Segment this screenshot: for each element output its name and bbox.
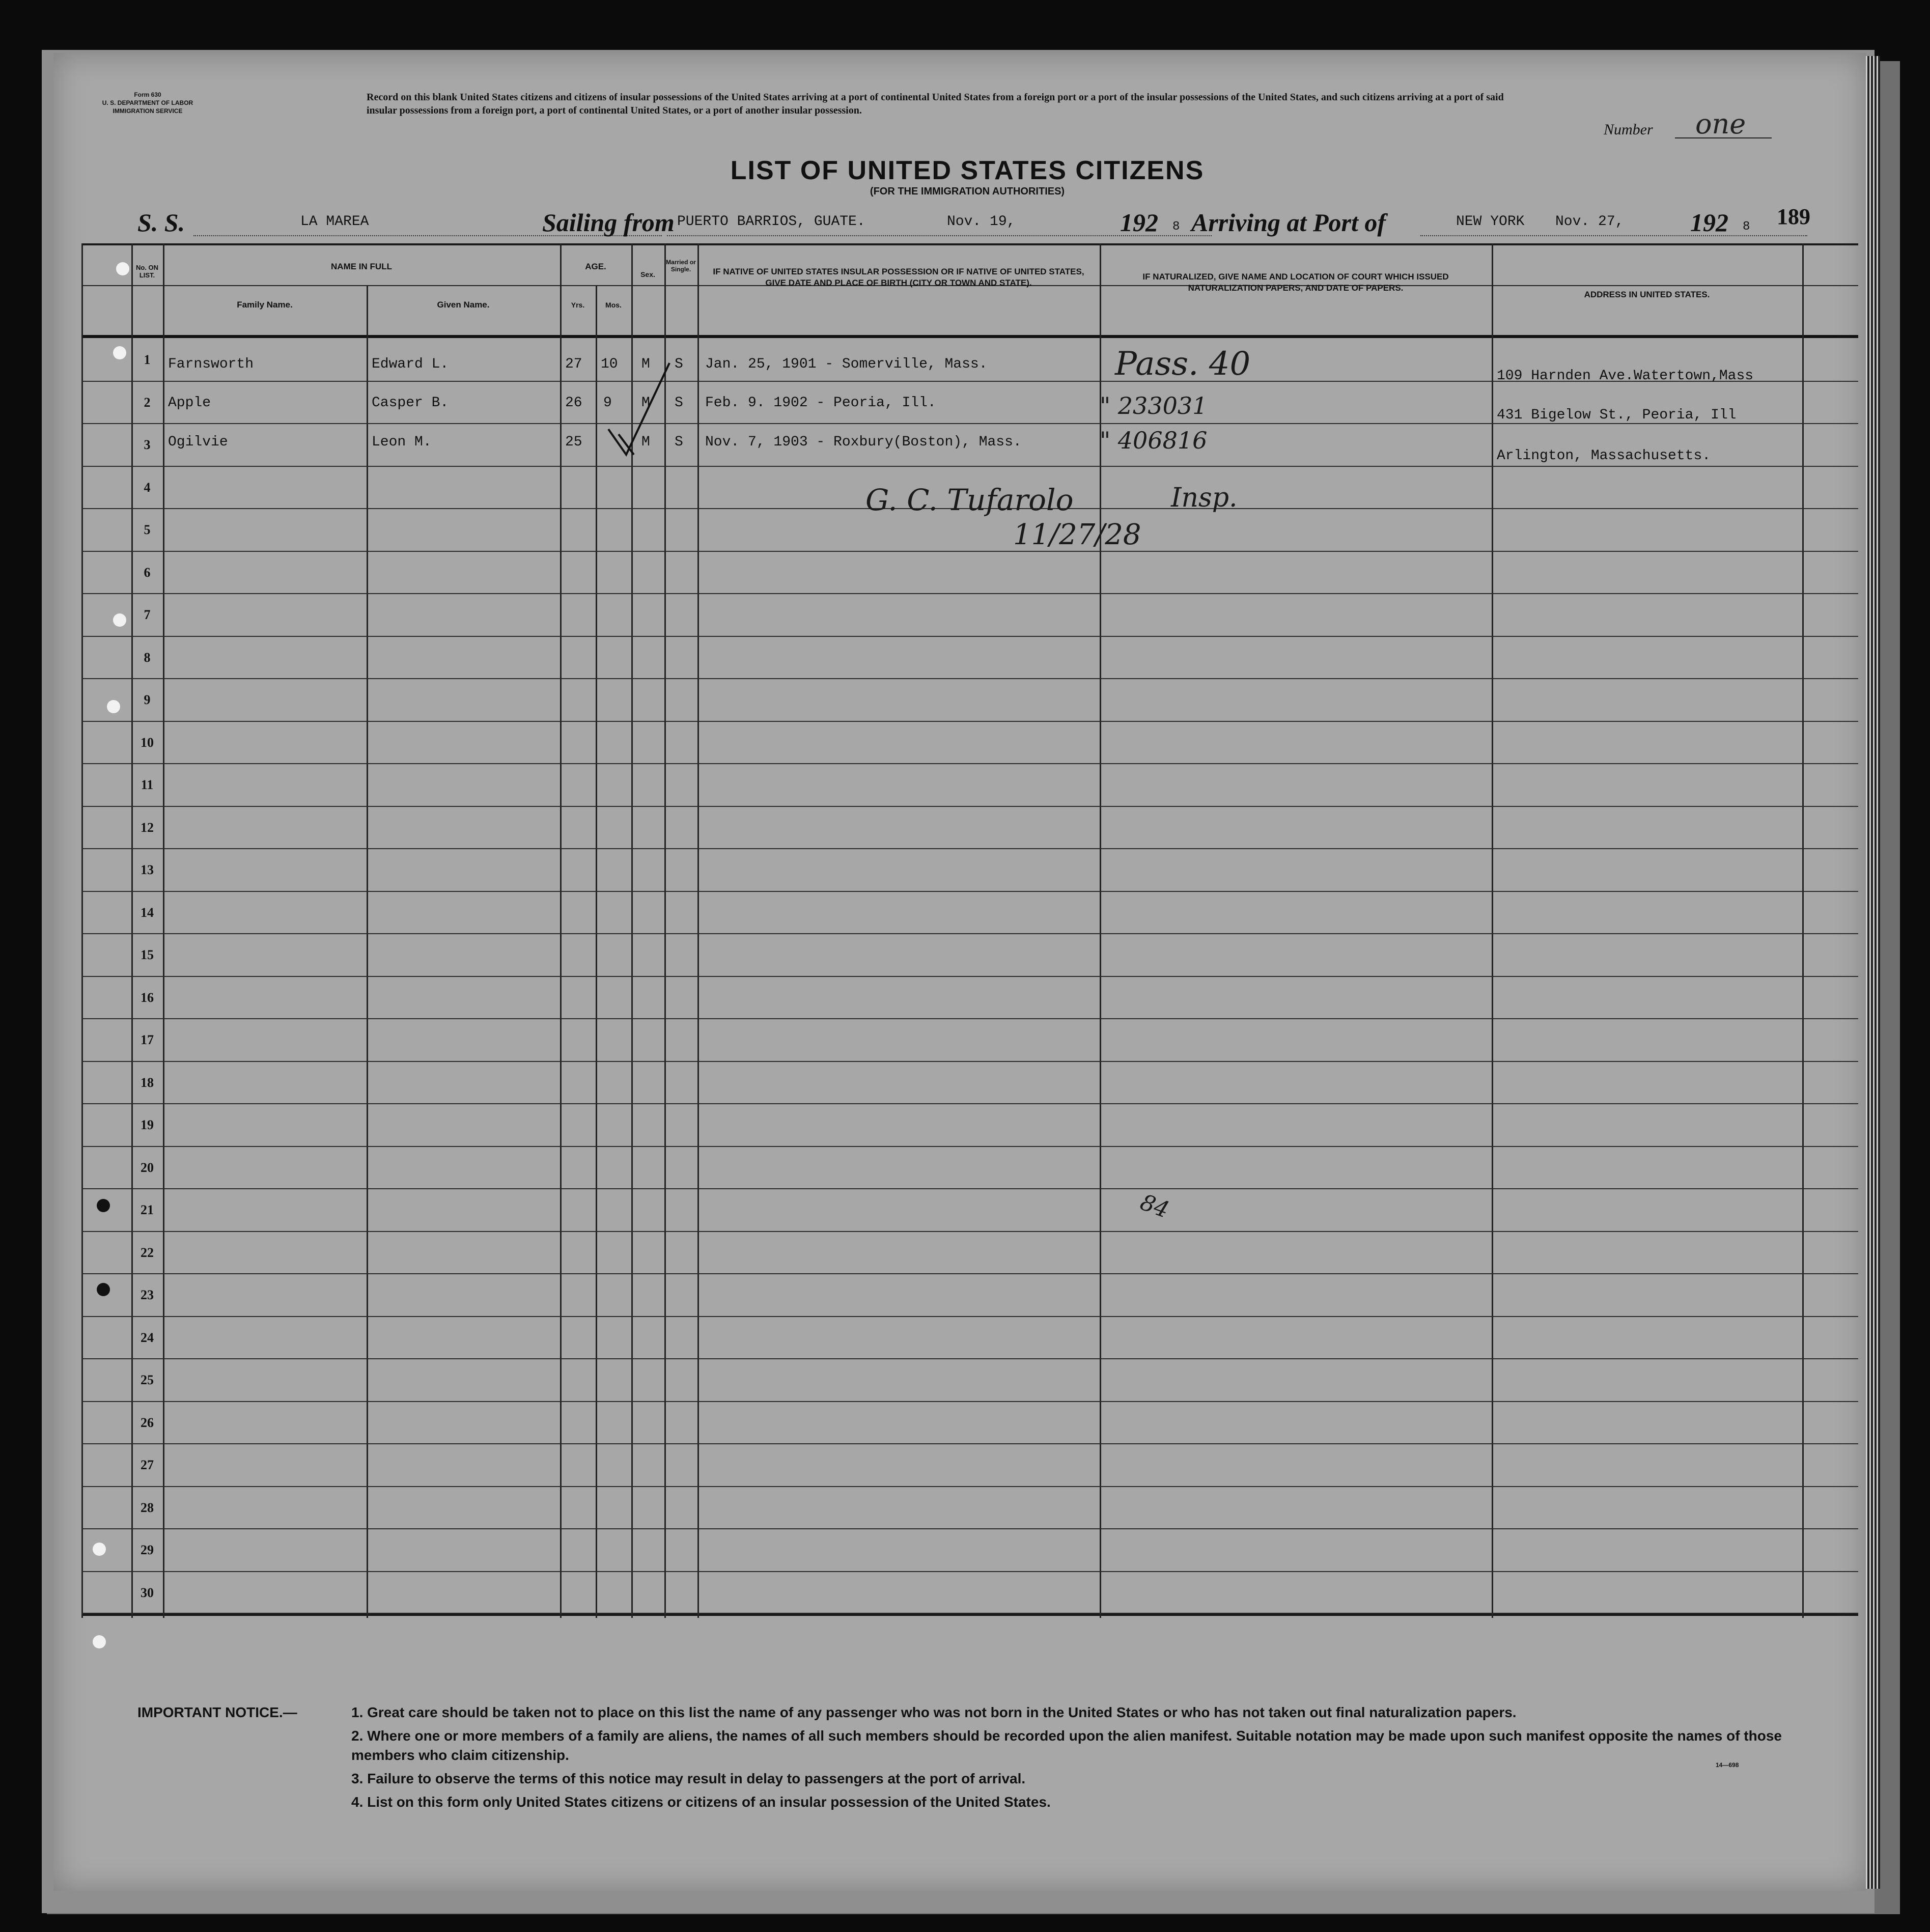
header-months: Mos. xyxy=(605,301,622,309)
row-rule xyxy=(81,1613,1858,1614)
notice-heading: IMPORTANT NOTICE.— xyxy=(137,1704,297,1720)
header-sex: Sex. xyxy=(640,270,655,278)
row-number: 25 xyxy=(141,1373,154,1387)
papers-1: Pass. 40 xyxy=(1115,345,1251,383)
papers-3: " 406816 xyxy=(1100,427,1208,454)
row-rule xyxy=(81,1061,1858,1062)
row-number: 22 xyxy=(141,1245,154,1260)
row-rule xyxy=(81,891,1858,892)
header-naturalization: IF NATURALIZED, GIVE NAME AND LOCATION OF COURT WHICH ISSUED NATURALIZATION PAPERS, AND DATE OF PAPERS. xyxy=(1142,272,1449,293)
notice-item-3: 3. Failure to observe the terms of this notice may result in delay to passengers at the port of arrival. xyxy=(351,1771,1026,1786)
row-number: 14 xyxy=(141,905,154,920)
passenger-table xyxy=(81,243,1858,1618)
row-rule xyxy=(81,1231,1858,1232)
row-number: 4 xyxy=(144,480,151,495)
row-number: 13 xyxy=(141,862,154,877)
ship-name: LA MAREA xyxy=(300,214,369,230)
header-married-single: Married or Single. xyxy=(666,259,696,273)
form-identifier xyxy=(81,91,214,115)
ditto-check-marks xyxy=(598,353,685,475)
stacked-page-edges xyxy=(1866,56,1880,1889)
row-rule xyxy=(81,1528,1858,1529)
row-rule xyxy=(81,806,1858,807)
row-rule xyxy=(81,1443,1858,1444)
number-label: Number xyxy=(1604,121,1653,138)
binder-hole xyxy=(93,1543,106,1556)
page-title: LIST OF UNITED STATES CITIZENS xyxy=(730,156,1205,185)
binder-hole xyxy=(97,1283,110,1296)
binder-hole xyxy=(107,700,120,713)
address-2: 431 Bigelow St., Peoria, Ill xyxy=(1497,407,1737,423)
row-number: 5 xyxy=(144,522,151,537)
col-divider xyxy=(367,285,368,1618)
arrival-port: NEW YORK xyxy=(1456,214,1525,230)
header-given-name: Given Name. xyxy=(437,300,490,310)
row-rule xyxy=(81,593,1858,594)
col-divider xyxy=(163,243,164,1618)
row-number: 26 xyxy=(141,1415,154,1430)
header-bottom-rule xyxy=(81,335,1858,338)
row-number: 29 xyxy=(141,1543,154,1557)
given-name-2: Casper B. xyxy=(372,395,449,411)
arrival-year-prefix: 192 xyxy=(1690,208,1728,237)
age-years-3: 25 xyxy=(565,434,582,450)
row-rule xyxy=(81,1358,1858,1359)
service-name: IMMIGRATION SERVICE xyxy=(113,107,183,115)
row-rule xyxy=(81,1146,1858,1147)
row-rule xyxy=(81,1486,1858,1487)
papers-2: " 233031 xyxy=(1100,392,1208,419)
row-number: 3 xyxy=(144,437,151,452)
address-3: Arlington, Massachusetts. xyxy=(1497,448,1711,464)
birth-info-2: Feb. 9. 1902 - Peoria, Ill. xyxy=(705,395,936,411)
row-rule xyxy=(81,1018,1858,1019)
row-rule xyxy=(81,466,1858,467)
row-rule xyxy=(81,678,1858,679)
header-address: ADDRESS IN UNITED STATES. xyxy=(1584,290,1710,299)
notice-item-1: 1. Great care should be taken not to place on this list the name of any passenger who was not born in the United States or who has not taken out final naturalization papers. xyxy=(351,1704,1517,1720)
notice-item-2: 2. Where one or more members of a family are aliens, the names of all such members should be recorded upon the alien manifest. Suitable notation may be made upon such manifest opposite the names of those members who claim citizenship. xyxy=(351,1728,1782,1763)
row-number: 24 xyxy=(141,1330,154,1345)
address-1: 109 Harnden Ave.Watertown,Mass xyxy=(1497,368,1754,384)
row-rule xyxy=(81,848,1858,849)
col-divider xyxy=(81,243,83,1618)
given-name-3: Leon M. xyxy=(372,434,432,450)
row-rule xyxy=(81,976,1858,977)
sail-year-prefix: 192 xyxy=(1120,208,1158,237)
sailing-label: Sailing from xyxy=(542,208,675,237)
department-name: U. S. DEPARTMENT OF LABOR xyxy=(102,99,193,106)
margin-mark: 84 xyxy=(1136,1189,1173,1224)
row-rule xyxy=(81,1571,1858,1572)
family-name-2: Apple xyxy=(168,395,211,411)
inspector-signature: G. C. Tufarolo xyxy=(865,483,1074,517)
row-rule xyxy=(81,636,1858,637)
row-number: 9 xyxy=(144,692,151,707)
birth-info-3: Nov. 7, 1903 - Roxbury(Boston), Mass. xyxy=(705,434,1022,450)
row-rule xyxy=(81,551,1858,552)
binder-hole xyxy=(113,346,126,359)
status-2: S xyxy=(675,395,683,411)
row-number: 20 xyxy=(141,1160,154,1175)
col-divider xyxy=(596,285,597,1618)
status-3: S xyxy=(675,434,683,450)
age-months-1: 10 xyxy=(601,356,618,372)
row-number: 2 xyxy=(144,395,151,410)
row-rule xyxy=(81,933,1858,934)
number-value: one xyxy=(1695,108,1746,140)
row-number: 19 xyxy=(141,1117,154,1132)
age-months-2: 9 xyxy=(603,395,612,411)
form-instructions: Record on this blank United States citizens and citizens of insular possessions of the United States arriving at a port of continental United States from a foreign port or a port of the insular possessions of the United States, and such citizens arriving at a port of said insular possessions from a foreign port, a port of continental United States, or a port of another insular possession. xyxy=(367,92,1504,116)
birth-info-1: Jan. 25, 1901 - Somerville, Mass. xyxy=(705,356,988,372)
row-number: 10 xyxy=(141,735,154,750)
family-name-1: Farnsworth xyxy=(168,356,254,372)
inspector-title: Insp. xyxy=(1171,483,1238,513)
row-number: 7 xyxy=(144,607,151,622)
col-divider xyxy=(560,243,562,1618)
row-number: 30 xyxy=(141,1585,154,1600)
row-rule xyxy=(81,1401,1858,1402)
header-birth-info: IF NATIVE OF UNITED STATES INSULAR POSSESSION OR IF NATIVE OF UNITED STATES, GIVE DATE AND PLACE OF BIRTH (CITY OR TOWN AND STATE). xyxy=(713,267,1084,288)
form-number: Form 630 xyxy=(134,91,161,98)
row-number: 21 xyxy=(141,1202,154,1217)
row-rule xyxy=(81,721,1858,722)
sex-3: M xyxy=(641,434,650,450)
header-years: Yrs. xyxy=(571,301,585,309)
row-number: 17 xyxy=(141,1032,154,1047)
given-name-1: Edward L. xyxy=(372,356,449,372)
sail-year-digit: 8 xyxy=(1172,220,1180,234)
col-divider xyxy=(1492,243,1493,1618)
row-number: 28 xyxy=(141,1500,154,1515)
page-number: 189 xyxy=(1777,204,1810,229)
row-number: 16 xyxy=(141,990,154,1005)
binder-hole xyxy=(113,613,126,627)
binder-hole xyxy=(116,262,129,275)
col-divider xyxy=(697,243,699,1618)
sex-2: M xyxy=(641,395,650,411)
row-number: 11 xyxy=(141,777,154,792)
row-number: 18 xyxy=(141,1075,154,1090)
row-rule xyxy=(81,1188,1858,1189)
inspection-date: 11/27/28 xyxy=(1013,518,1141,551)
arrival-year-digit: 8 xyxy=(1743,220,1750,234)
row-rule xyxy=(81,1316,1858,1317)
age-years-1: 27 xyxy=(565,356,582,372)
binder-hole xyxy=(93,1635,106,1648)
ss-label: S. S. xyxy=(137,208,185,237)
row-rule xyxy=(81,1103,1858,1104)
row-number: 27 xyxy=(141,1458,154,1472)
header-age: AGE. xyxy=(585,262,606,271)
header-family-name: Family Name. xyxy=(237,300,293,310)
row-number: 23 xyxy=(141,1287,154,1302)
row-rule xyxy=(81,423,1858,424)
notice-item-4: 4. List on this form only United States citizens or citizens of an insular possession of the United States. xyxy=(351,1794,1051,1810)
row-rule xyxy=(81,1273,1858,1274)
sex-1: M xyxy=(641,356,650,372)
row-number: 1 xyxy=(144,352,151,367)
family-name-3: Ogilvie xyxy=(168,434,228,450)
header-no: No. ON LIST. xyxy=(135,264,159,279)
page-subtitle: (FOR THE IMMIGRATION AUTHORITIES) xyxy=(870,186,1065,197)
status-1: S xyxy=(675,356,683,372)
from-port: PUERTO BARRIOS, GUATE. xyxy=(677,214,865,230)
form-code: 14—698 xyxy=(1716,1761,1739,1769)
arrival-date: Nov. 27, xyxy=(1555,214,1624,230)
arrival-dotted-line xyxy=(1420,235,1807,236)
sail-date: Nov. 19, xyxy=(947,214,1016,230)
age-years-2: 26 xyxy=(565,395,582,411)
row-number: 8 xyxy=(144,650,151,665)
row-number: 12 xyxy=(141,820,154,835)
row-number: 6 xyxy=(144,565,151,580)
row-number: 15 xyxy=(141,947,154,962)
binder-hole xyxy=(97,1199,110,1212)
row-rule xyxy=(81,763,1858,764)
voyage-line xyxy=(137,204,1792,239)
arriving-label: Arriving at Port of xyxy=(1191,208,1386,237)
header-name-in-full: NAME IN FULL xyxy=(331,262,392,271)
table-top-rule xyxy=(81,243,1858,245)
col-divider xyxy=(1802,243,1804,1618)
